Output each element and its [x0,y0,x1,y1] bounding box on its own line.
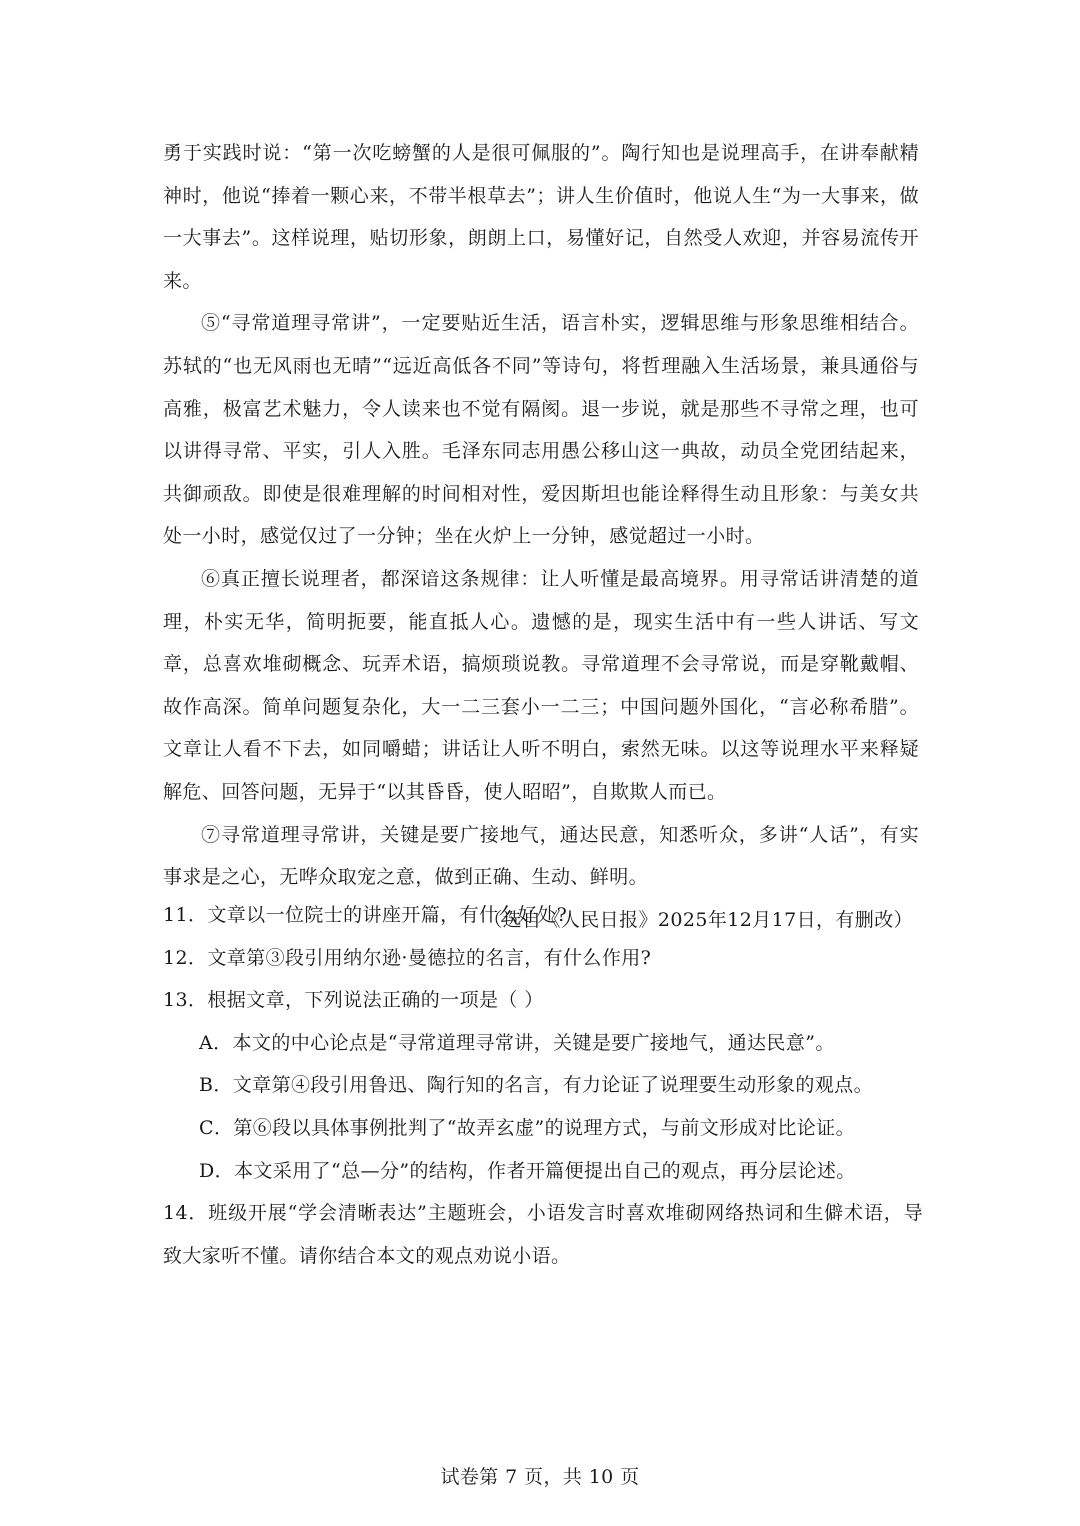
question-13-option-b: B．文章第④段引用鲁迅、陶行知的名言，有力论证了说理要生动形象的观点。 [199,1074,873,1097]
question-11: 11．文章以一位院士的讲座开篇，有什么好处? [163,904,568,926]
question-14: 14．班级开展“学会清晰表达”主题班会，小语发言时喜欢堆砌网络热词和生僻术语，导致大家听不懂。请你结合本文的观点劝说小语。 [163,1202,923,1267]
article-paragraph-6: ⑥真正擅长说理者，都深谙这条规律：让人听懂是最高境界。用寻常话讲清楚的道理，朴实无华，简明扼要，能直抵人心。遗憾的是，现实生活中有一些人讲话、写文章，总喜欢堆砌概念、玩弄术语，搞烦琐说教。寻常道理不会寻常说，而是穿靴戴帽、故作高深。简单问题复杂化，大一二三套小一二三；中国问题外国化，“言必称希腊”。文章让人看不下去，如同嚼蜡；讲话让人听不明白，索然无味。以这等说理水平来释疑解危、回答问题，无异于“以其昏昏，使人昭昭”，自欺欺人而已。 [163,567,919,803]
article-source: （选自《人民日报》2025年12月17日，有删改） [483,908,913,931]
question-12: 12．文章第③段引用纳尔逊·曼德拉的名言，有什么作用? [163,946,652,969]
question-13-option-d: D．本文采用了“总—分”的结构，作者开篇便提出自己的观点，再分层论述。 [199,1159,856,1182]
question-13-option-a: A．本文的中心论点是“寻常道理寻常讲，关键是要广接地气，通达民意”。 [199,1031,835,1054]
article-paragraph-4-continued: 勇于实践时说：“第一次吃螃蟹的人是很可佩服的”。陶行知也是说理高手，在讲奉献精神时，他说“捧着一颗心来，不带半根草去”；讲人生价值时，他说人生“为一大事来，做一大事去”。这样说理，贴切形象，朗朗上口，易懂好记，自然受人欢迎，并容易流传开来。 [163,142,919,292]
article-paragraph-7: ⑦寻常道理寻常讲，关键是要广接地气，通达民意，知悉听众，多讲“人话”，有实事求是之心，无哗众取宠之意，做到正确、生动、鲜明。 [163,823,919,889]
question-list [163,894,923,1277]
article-body [163,132,919,941]
page-footer: 试卷第 7 页，共 10 页 [440,1466,640,1488]
question-13: 13．根据文章，下列说法正确的一项是（ ） [163,989,544,1012]
article-paragraph-5: ⑤“寻常道理寻常讲”，一定要贴近生活，语言朴实，逻辑思维与形象思维相结合。苏轼的“也无风雨也无晴”“远近高低各不同”等诗句，将哲理融入生活场景，兼具通俗与高雅，极富艺术魅力，令人读来也不觉有隔阂。退一步说，就是那些不寻常之理，也可以讲得寻常、平实，引人入胜。毛泽东同志用愚公移山这一典故，动员全党团结起来，共御顽敌。即使是很难理解的时间相对性，爱因斯坦也能诠释得生动且形象：与美女共处一小时，感觉仅过了一分钟；坐在火炉上一分钟，感觉超过一小时。 [163,312,919,548]
question-13-option-c: C．第⑥段以具体事例批判了“故弄玄虚”的说理方式，与前文形成对比论证。 [199,1116,855,1139]
